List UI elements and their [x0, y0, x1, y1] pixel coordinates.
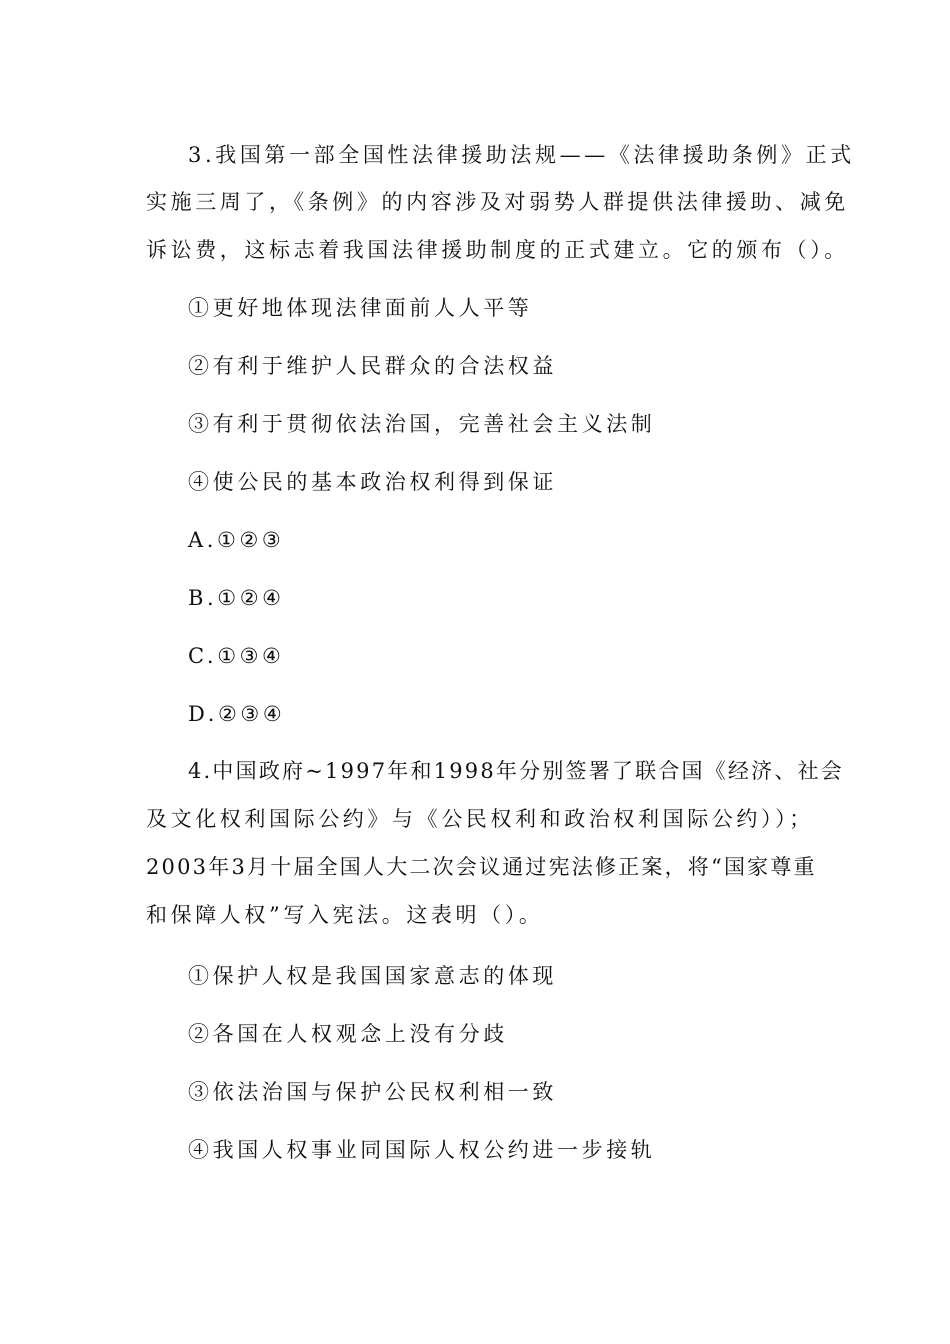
- question-4-statement-1: ①保护人权是我国国家意志的体现: [188, 964, 557, 988]
- question-3-statement-3: ③有利于贯彻依法治国，完善社会主义法制: [188, 412, 656, 436]
- question-3-statement-2: ②有利于维护人民群众的合法权益: [188, 354, 557, 378]
- question-4-statement-3: ③依法治国与保护公民权利相一致: [188, 1080, 557, 1104]
- question-4-stem-line-3: 2003年3月十届全国人大二次会议通过宪法修正案，将“国家尊重: [146, 855, 817, 879]
- question-3-stem-line-2: 实施三周了，《条例》的内容涉及对弱势人群提供法律援助、减免: [146, 190, 849, 214]
- question-4-stem-line-4: 和保障人权”写入宪法。这表明（）。: [146, 903, 544, 927]
- question-4-stem-line-2: 及文化权利国际公约》与《公民权利和政治权利国际公约））；: [146, 807, 814, 831]
- question-3-option-c: C.①③④: [188, 644, 285, 668]
- question-4-statement-4: ④我国人权事业同国际人权公约进一步接轨: [188, 1138, 656, 1162]
- question-3-stem-line-3: 诉讼费，这标志着我国法律援助制度的正式建立。它的颁布（）。: [146, 238, 849, 262]
- question-3-option-b: B.①②④: [188, 586, 285, 610]
- question-4-statement-2: ②各国在人权观念上没有分歧: [188, 1022, 508, 1046]
- question-3-option-a: A.①②③: [188, 528, 285, 552]
- question-3-option-d: D.②③④: [188, 702, 286, 726]
- question-3-stem-line-1: 3.我国第一部全国性法律援助法规——《法律援助条例》正式: [188, 143, 855, 167]
- question-3-statement-1: ①更好地体现法律面前人人平等: [188, 296, 533, 320]
- question-4-stem-line-1: 4.中国政府~1997年和1998年分别签署了联合国《经济、社会: [188, 759, 844, 783]
- question-3-statement-4: ④使公民的基本政治权利得到保证: [188, 470, 557, 494]
